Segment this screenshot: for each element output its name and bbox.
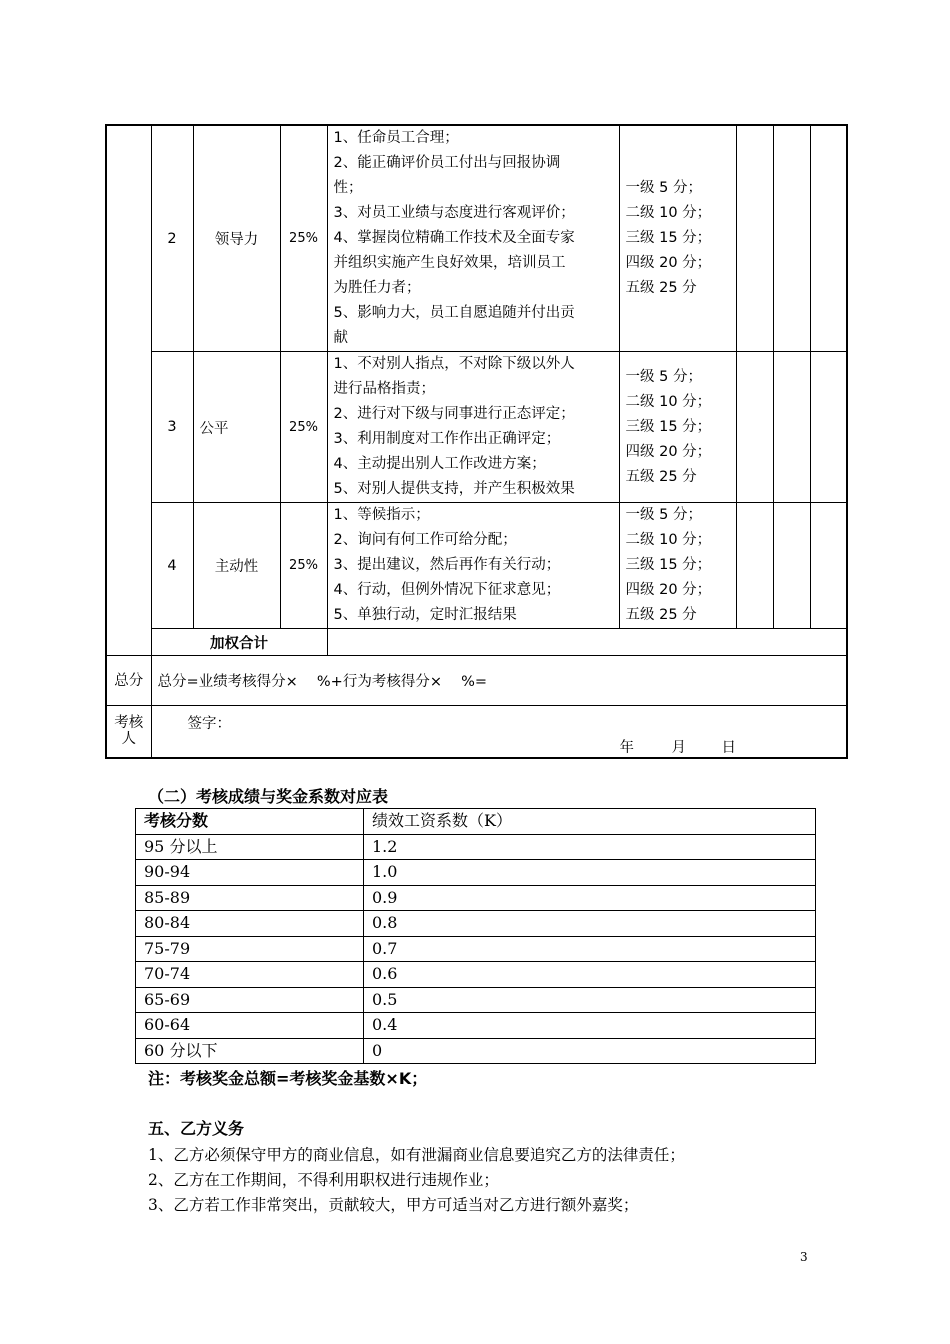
- score-range: 60 分以下: [136, 1038, 364, 1064]
- score-range: 90-94: [136, 860, 364, 886]
- criteria-line: 2、能正确评价员工付出与回报协调: [333, 155, 561, 171]
- table-row: [106, 503, 847, 629]
- criteria-line: 3、利用制度对工作作出正确评定；: [333, 431, 561, 447]
- score-range: 70-74: [136, 962, 364, 988]
- score-cell: [810, 352, 847, 503]
- table-row: [136, 962, 816, 988]
- criteria-line: 5、影响力大，员工自愿追随并付出贡: [333, 305, 575, 321]
- item-weight: 25%: [280, 125, 327, 352]
- level-line: 三级 15 分；: [625, 557, 712, 573]
- level-line: 一级 5 分；: [625, 368, 702, 385]
- level-line: 二级 10 分；: [625, 532, 712, 548]
- total-label: 总分: [106, 656, 151, 706]
- criteria-line: 5、对别人提供支持，并产生积极效果: [333, 481, 575, 497]
- score-cell: [773, 503, 810, 629]
- section-title: 五、乙方义务: [148, 1119, 245, 1138]
- score-range: 75-79: [136, 936, 364, 962]
- signature-cell: [151, 706, 847, 758]
- score-cell: [736, 352, 773, 503]
- coefficient: 0: [364, 1038, 816, 1064]
- coefficient: 0.9: [364, 885, 816, 911]
- item-name: 领导力: [193, 125, 280, 352]
- criteria-line: 进行品格指责；: [333, 381, 435, 397]
- score-range: 85-89: [136, 885, 364, 911]
- coefficient: 0.5: [364, 987, 816, 1013]
- score-range: 60-64: [136, 1013, 364, 1039]
- table-row: [106, 125, 847, 352]
- score-cell: [810, 125, 847, 352]
- item-name: 公平: [193, 352, 280, 503]
- row-number: 2: [151, 125, 193, 352]
- level-line: 三级 15 分；: [625, 230, 712, 246]
- table-row: [136, 987, 816, 1013]
- level-line: 四级 20 分；: [625, 443, 712, 460]
- level-line: 二级 10 分；: [625, 393, 712, 410]
- criteria-line: 1、不对别人指点，不对除下级以外人: [333, 356, 575, 372]
- header-coefficient: 绩效工资系数（K）: [364, 809, 816, 835]
- header-score: 考核分数: [136, 809, 364, 835]
- level-line: 一级 5 分；: [625, 180, 702, 196]
- score-cell: [736, 503, 773, 629]
- criteria-line: 性；: [333, 180, 363, 196]
- criteria-line: 并组织实施产生良好效果，培训员工: [333, 255, 566, 271]
- section-title: （二）考核成绩与奖金系数对应表: [148, 787, 389, 806]
- table-row: [136, 860, 816, 886]
- table-row: [136, 911, 816, 937]
- criteria-line: 4、掌握岗位精确工作技术及全面专家: [333, 230, 575, 246]
- criteria-line: 3、对员工业绩与态度进行客观评价；: [333, 205, 575, 221]
- coefficient: 1.0: [364, 860, 816, 886]
- total-formula: 总分=业绩考核得分× %+行为考核得分× %=: [151, 656, 847, 706]
- coefficient: 0.7: [364, 936, 816, 962]
- criteria-line: 5、单独行动，定时汇报结果: [333, 607, 517, 623]
- score-cell: [810, 503, 847, 629]
- coefficient: 1.2: [364, 834, 816, 860]
- row-number: 3: [151, 352, 193, 503]
- coefficient: 0.8: [364, 911, 816, 937]
- weighted-total-label: 加权合计: [151, 629, 327, 656]
- level-line: 四级 20 分；: [625, 255, 712, 271]
- criteria-line: 为胜任力者；: [333, 280, 421, 296]
- criteria-cell: [327, 352, 619, 503]
- date-day: 日: [721, 740, 736, 756]
- criteria-cell: [327, 125, 619, 352]
- level-line: 五级 25 分: [625, 468, 697, 485]
- criteria-line: 3、提出建议，然后再作有关行动；: [333, 557, 561, 573]
- level-line: 五级 25 分: [625, 607, 697, 623]
- level-line: 三级 15 分；: [625, 418, 712, 435]
- sign-label: 签字：: [187, 716, 231, 732]
- level-line: 五级 25 分: [625, 280, 697, 296]
- score-range: 95 分以上: [136, 834, 364, 860]
- levels-cell: [619, 352, 736, 503]
- table-row: [136, 1038, 816, 1064]
- coefficient: 0.4: [364, 1013, 816, 1039]
- reviewer-label: 考核人: [106, 706, 151, 758]
- item-name: 主动性: [193, 503, 280, 629]
- criteria-line: 2、询问有何工作可给分配；: [333, 532, 517, 548]
- item-weight: 25%: [280, 503, 327, 629]
- coefficient: 0.6: [364, 962, 816, 988]
- level-line: 四级 20 分；: [625, 582, 712, 598]
- table-row: [136, 936, 816, 962]
- date-month: 月: [671, 740, 686, 756]
- score-range: 80-84: [136, 911, 364, 937]
- date-year: 年: [619, 740, 634, 756]
- table-row: [136, 834, 816, 860]
- bonus-coefficient-table: [135, 808, 816, 1064]
- table-header-row: [136, 809, 816, 835]
- criteria-cell: [327, 503, 619, 629]
- criteria-line: 1、任命员工合理；: [333, 130, 459, 146]
- criteria-line: 4、行动，但例外情况下征求意见；: [333, 582, 561, 598]
- levels-cell: [619, 125, 736, 352]
- bonus-note: 注：考核奖金总额=考核奖金基数×K；: [148, 1069, 428, 1088]
- row-number: 4: [151, 503, 193, 629]
- criteria-line: 1、等候指示；: [333, 507, 430, 523]
- level-line: 二级 10 分；: [625, 205, 712, 221]
- criteria-line: 献: [333, 330, 348, 346]
- score-cell: [736, 125, 773, 352]
- score-cell: [773, 125, 810, 352]
- obligation-paragraph: 1、乙方必须保守甲方的商业信息，如有泄漏商业信息要追究乙方的法律责任；: [148, 1146, 685, 1164]
- table-row: [136, 1013, 816, 1039]
- table-row: [106, 352, 847, 503]
- weighted-total-row: [106, 629, 847, 656]
- obligation-paragraph: 3、乙方若工作非常突出，贡献较大，甲方可适当对乙方进行额外嘉奖；: [148, 1196, 639, 1214]
- weighted-total-value: [327, 629, 847, 656]
- score-range: 65-69: [136, 987, 364, 1013]
- item-weight: 25%: [280, 352, 327, 503]
- score-cell: [773, 352, 810, 503]
- total-row: [106, 656, 847, 706]
- criteria-line: 2、进行对下级与同事进行正态评定；: [333, 406, 575, 422]
- obligation-paragraph: 2、乙方在工作期间，不得利用职权进行违规作业；: [148, 1171, 499, 1189]
- page-number: 3: [800, 1250, 808, 1264]
- level-line: 一级 5 分；: [625, 507, 702, 523]
- criteria-line: 4、主动提出别人工作改进方案；: [333, 456, 546, 472]
- levels-cell: [619, 503, 736, 629]
- behavior-appraisal-table: [105, 124, 848, 759]
- left-blank-cell: [106, 125, 151, 656]
- reviewer-row: [106, 706, 847, 758]
- table-row: [136, 885, 816, 911]
